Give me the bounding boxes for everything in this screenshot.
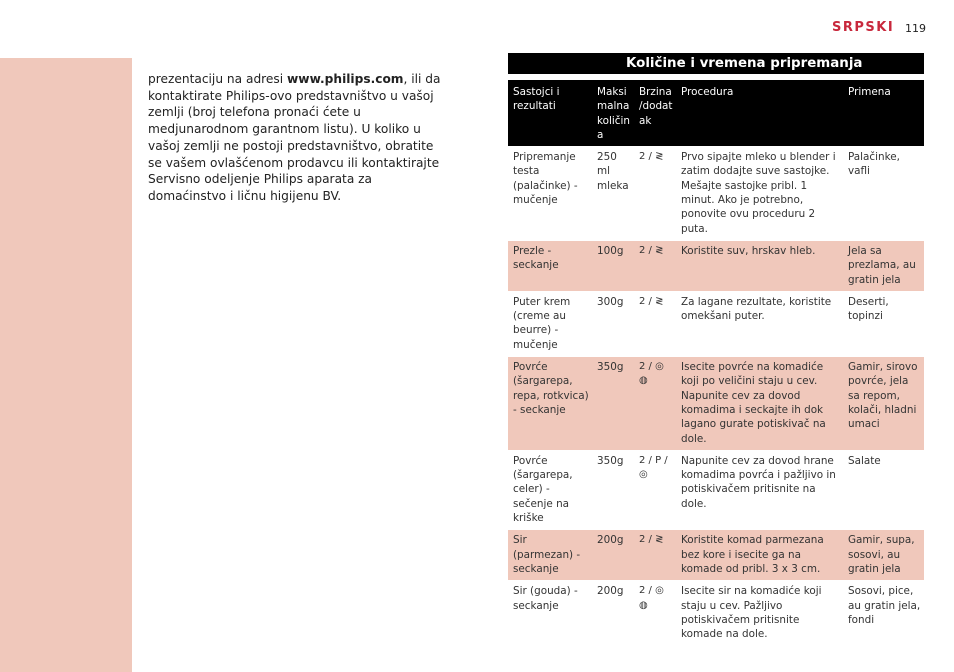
table-row xyxy=(508,450,924,529)
cell-ingredient: Povrće (šargarepa, celer) - sečenje na kriške xyxy=(508,450,592,529)
header-ingredients: Sastojci i rezultati xyxy=(508,80,592,147)
cell-speed: 2 / ≷ xyxy=(634,530,676,581)
cell-max-quantity: 300g xyxy=(592,291,634,356)
cell-max-quantity: 100g xyxy=(592,240,634,291)
cell-ingredient: Sir (parmezan) - seckanje xyxy=(508,530,592,581)
cell-speed: 2 / P / ◎ xyxy=(634,450,676,529)
cell-ingredient: Puter krem (creme au beurre) - mučenje xyxy=(508,291,592,356)
table-row xyxy=(508,530,924,581)
header-speed: Brzina /dodat ak xyxy=(634,80,676,147)
cell-speed: 2 / ◎ ◍ xyxy=(634,581,676,646)
cell-max-quantity: 200g xyxy=(592,581,634,646)
cell-ingredient: Prezle - seckanje xyxy=(508,240,592,291)
table-row xyxy=(508,240,924,291)
cell-use: Palačinke, vafli xyxy=(843,147,924,241)
cell-max-quantity: 350g xyxy=(592,450,634,529)
preparation-table xyxy=(508,80,924,645)
cell-use: Gamir, supa, sosovi, au gratin jela xyxy=(843,530,924,581)
cell-use: Sosovi, pice, au gratin jela, fondi xyxy=(843,581,924,646)
table-header-row xyxy=(508,80,924,147)
page-number: 119 xyxy=(905,22,926,35)
header-use: Primena xyxy=(843,80,924,147)
table-row xyxy=(508,581,924,646)
table-row xyxy=(508,357,924,451)
cell-max-quantity: 250 ml mleka xyxy=(592,147,634,241)
cell-max-quantity: 350g xyxy=(592,357,634,451)
cell-max-quantity: 200g xyxy=(592,530,634,581)
header-max-quantity: Maksi malna količin a xyxy=(592,80,634,147)
cell-speed: 2 / ≷ xyxy=(634,147,676,241)
intro-paragraph xyxy=(148,71,448,205)
cell-speed: 2 / ≷ xyxy=(634,291,676,356)
intro-text-after-link: , ili da kontaktirate Philips-ovo predstavništvo u vašoj zemlji (broj telefona pronaći ćete u medjunarodnom garantnom listu). U koliko u vašoj zemlji ne postoji predstavništvo, obratite se vašem ovlašćenom prodavcu ili kontaktirajte Servisno odeljenje Philips aparata za domaćinstvo i ličnu higijenu BV. xyxy=(148,72,441,203)
cell-procedure: Isecite povrće na komadiće koji po veličini staju u cev. Napunite cev za dovod komadima i seckajte ih dok lagano gurate potiskivač na dole. xyxy=(676,357,843,451)
cell-procedure: Prvo sipajte mleko u blender i zatim dodajte suve sastojke. Mešajte sastojke pribl. 1 minut. Ako je potrebno, ponovite ovu proceduru 2 puta. xyxy=(676,147,843,241)
cell-use: Salate xyxy=(843,450,924,529)
section-title: Količine i vremena pripremanja xyxy=(508,53,924,74)
cell-procedure: Koristite suv, hrskav hleb. xyxy=(676,240,843,291)
table-row xyxy=(508,147,924,241)
cell-speed: 2 / ◎ ◍ xyxy=(634,357,676,451)
header-procedure: Procedura xyxy=(676,80,843,147)
cell-use: Deserti, topinzi xyxy=(843,291,924,356)
cell-procedure: Napunite cev za dovod hrane komadima povrća i pažljivo in potiskivačem pritisnite na dole. xyxy=(676,450,843,529)
cell-ingredient: Pripremanje testa (palačinke) - mučenje xyxy=(508,147,592,241)
philips-website-link[interactable]: www.philips.com xyxy=(287,72,404,86)
table-row xyxy=(508,291,924,356)
cell-procedure: Za lagane rezultate, koristite omekšani puter. xyxy=(676,291,843,356)
cell-procedure: Isecite sir na komadiće koji staju u cev. Pažljivo potiskivačem pritisnite komade na dole. xyxy=(676,581,843,646)
intro-text-before-link: prezentaciju na adresi xyxy=(148,72,288,86)
cell-speed: 2 / ≷ xyxy=(634,240,676,291)
table-body xyxy=(508,147,924,646)
language-label: SRPSKI xyxy=(832,20,895,35)
cell-procedure: Koristite komad parmezana bez kore i isecite ga na komade od pribl. 3 x 3 cm. xyxy=(676,530,843,581)
cell-use: Jela sa prezlama, au gratin jela xyxy=(843,240,924,291)
side-color-band xyxy=(0,58,132,672)
cell-ingredient: Sir (gouda) - seckanje xyxy=(508,581,592,646)
cell-use: Gamir, sirovo povrće, jela sa repom, kolači, hladni umaci xyxy=(843,357,924,451)
cell-ingredient: Povrće (šargarepa, repa, rotkvica) - seckanje xyxy=(508,357,592,451)
